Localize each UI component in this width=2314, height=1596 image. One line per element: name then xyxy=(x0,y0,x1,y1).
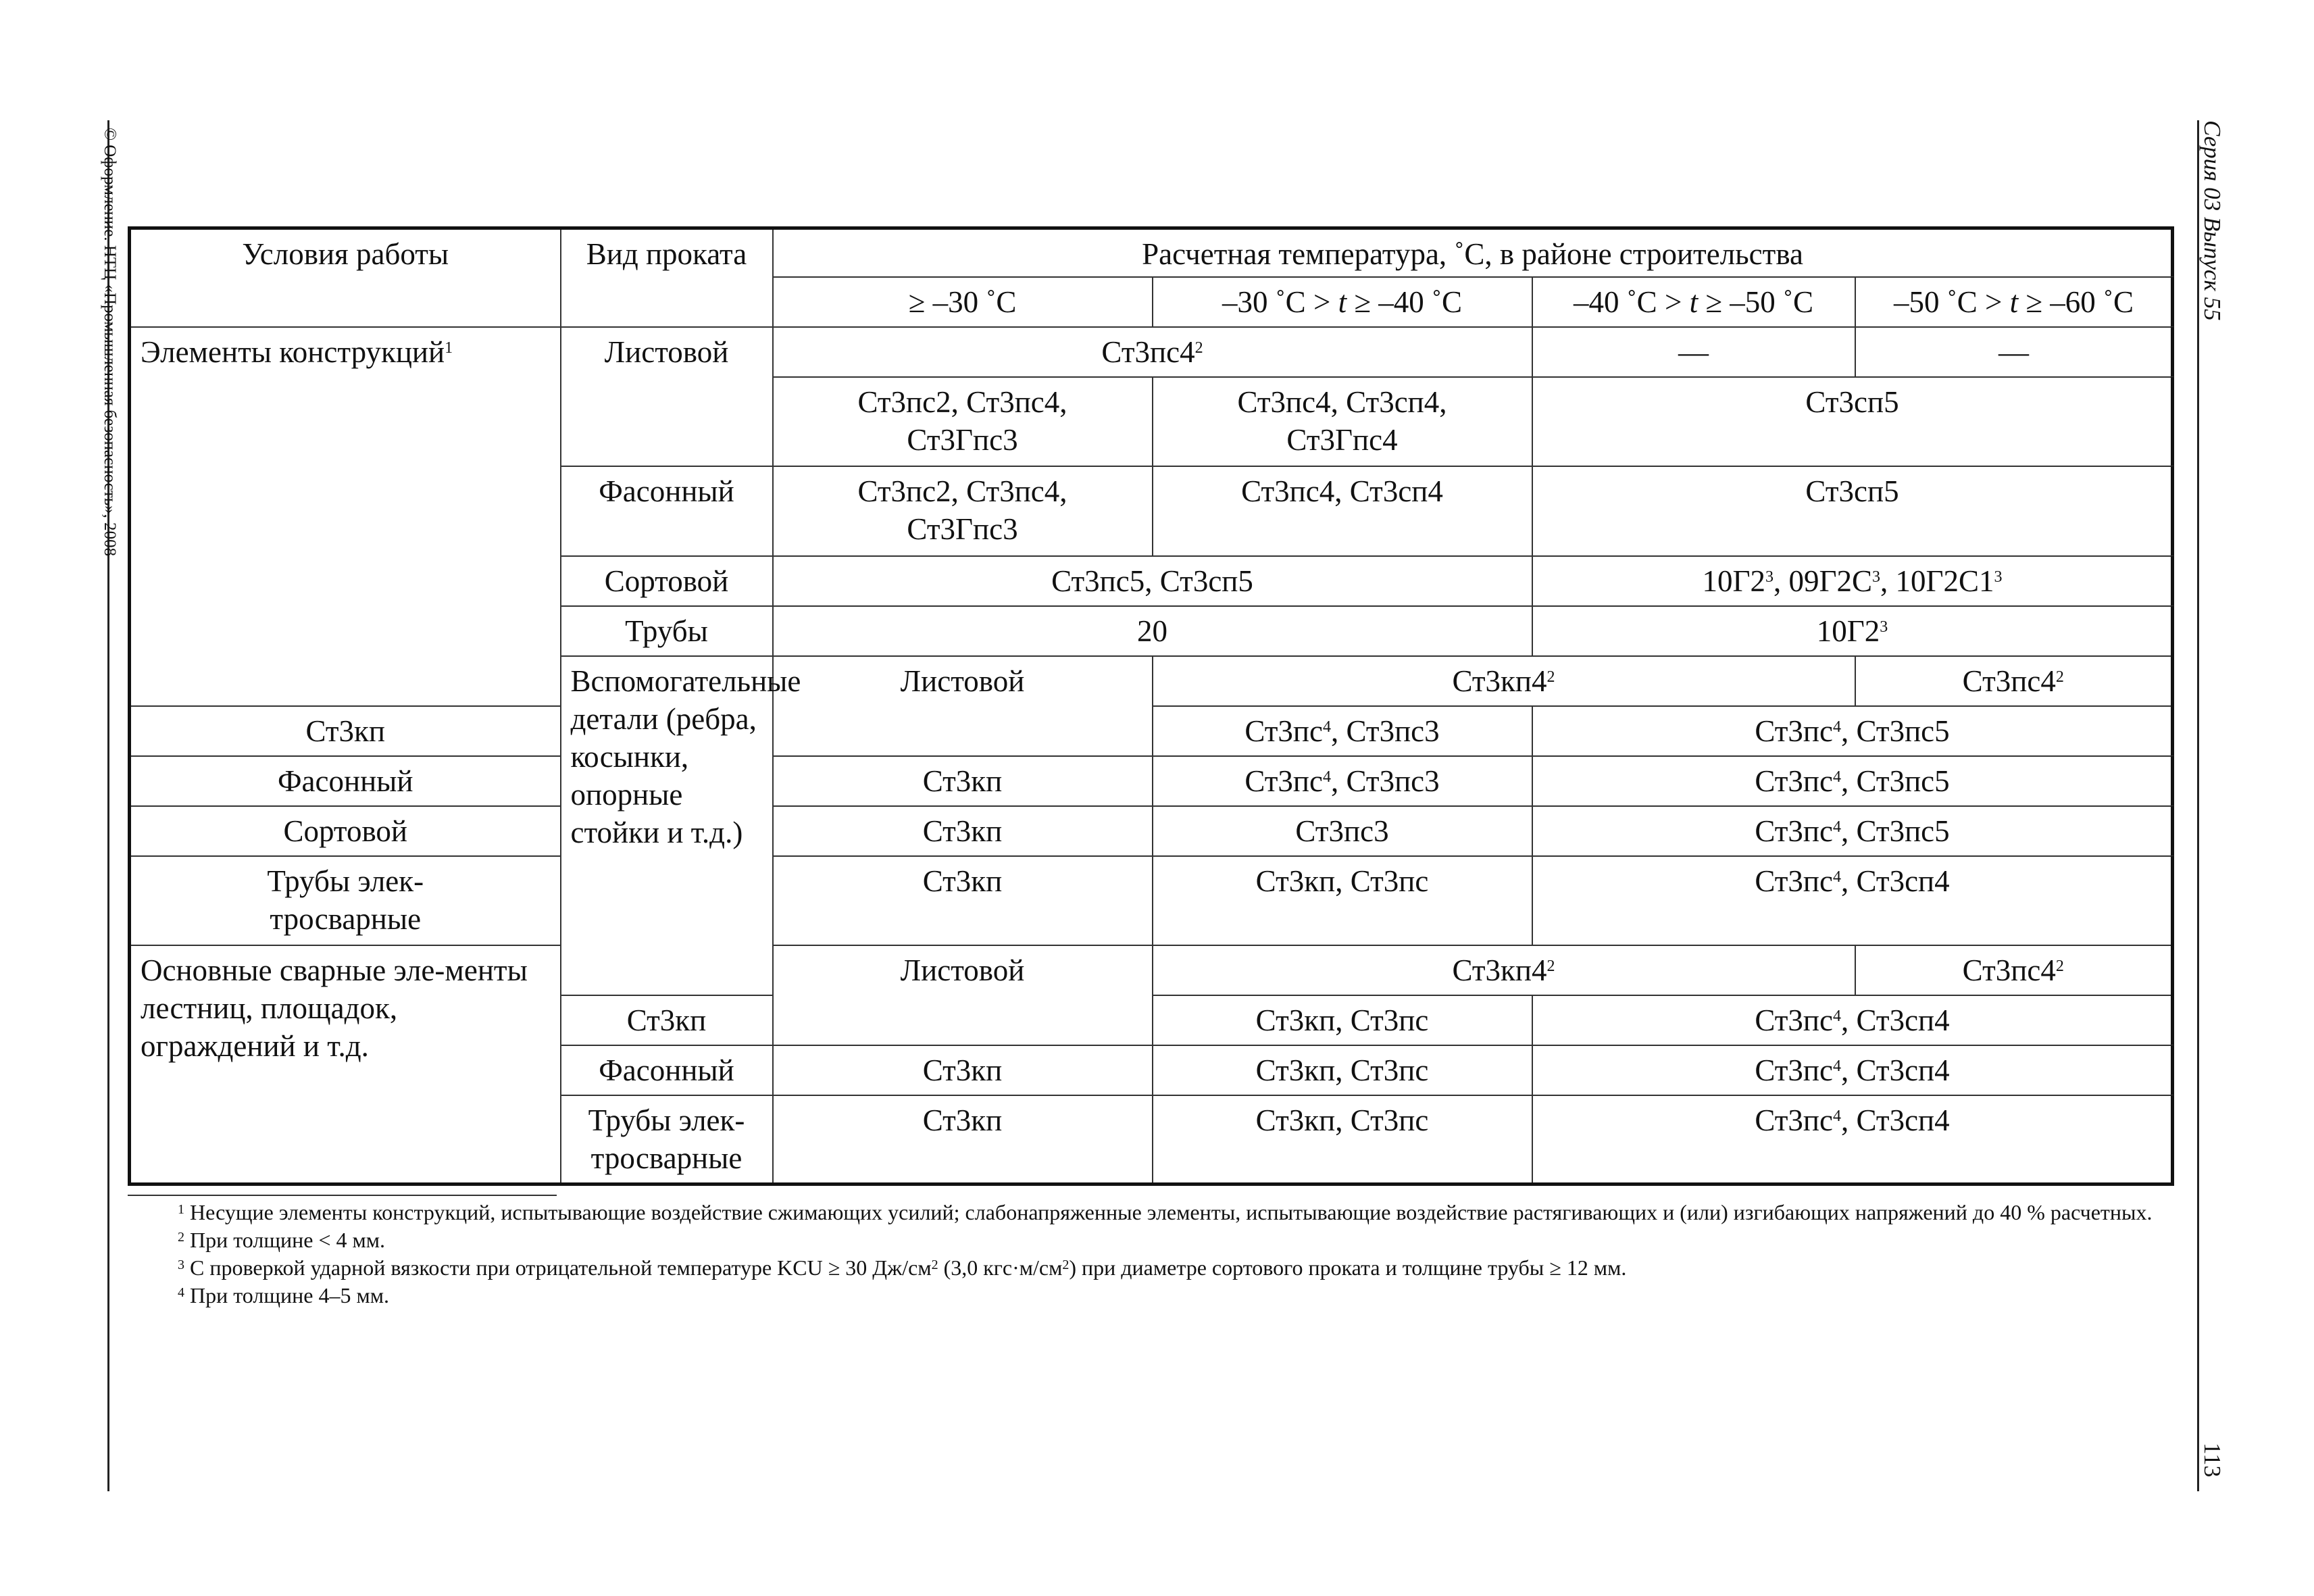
grade-cell: $Ст3пс^4$, Ст3пс3 xyxy=(1153,756,1532,806)
grade-cell: $Ст3пс4^2$ xyxy=(773,327,1532,377)
grade-cell: $Ст3пс4^2$ xyxy=(1855,656,2173,706)
header-temp-1: ≥ –30 ˚С xyxy=(773,277,1153,327)
rolled-type-cell: Фасонный xyxy=(130,756,561,806)
grade-cell: Ст3кп xyxy=(130,706,561,756)
grade-cell: Ст3пс5, Ст3сп5 xyxy=(773,556,1532,606)
grade-cell: $10Г2^3$ xyxy=(1532,606,2173,656)
grade-cell: Ст3пс4, Ст3сп4 xyxy=(1153,466,1532,556)
grade-cell: Ст3сп5 xyxy=(1532,377,2173,466)
grade-cell: — xyxy=(1855,327,2173,377)
grade-cell: Ст3кп xyxy=(773,756,1153,806)
grade-cell: Ст3кп xyxy=(561,995,773,1045)
condition-cell: Вспомогательные детали (ребра, косынки, опорные стойки и т.д.) xyxy=(561,656,773,995)
footnote-separator xyxy=(128,1195,557,1196)
grade-cell: Ст3пс3 xyxy=(1153,806,1532,856)
grade-cell: 20 xyxy=(773,606,1532,656)
table-row xyxy=(130,806,2173,856)
grade-cell: Ст3пс4, Ст3сп4, Ст3Гпс4 xyxy=(1153,377,1532,466)
grade-cell: $Ст3пс4^2$ xyxy=(1855,945,2173,995)
rolled-type-cell: Фасонный xyxy=(561,466,773,556)
header-rolled-type: Вид проката xyxy=(561,228,773,327)
grade-cell: Ст3кп xyxy=(773,806,1153,856)
grade-cell: $Ст3пс^4$, Ст3пс3 xyxy=(1153,706,1532,756)
header-conditions: Условия работы xyxy=(130,228,561,327)
grade-cell: $Ст3кп4^2$ xyxy=(1153,945,1855,995)
rolled-type-cell: Листовой xyxy=(773,656,1153,756)
grade-cell: $Ст3пс^4$, Ст3сп4 xyxy=(1532,1095,2173,1184)
series-label: Серия 03 Выпуск 55 xyxy=(2199,120,2225,321)
footnote-4: $^4$ При толщине 4–5 мм. xyxy=(178,1283,389,1307)
grade-cell: Ст3пс2, Ст3пс4, Ст3Гпс3 xyxy=(773,466,1153,556)
footnotes xyxy=(128,1199,2171,1310)
footnote-1: $^1$ Несущие элементы конструкций, испытывающие воздействие сжимающих усилий; слабонапряженные элементы, испытывающие воздействие растягивающих и (или) изгибающих напряжений до 40 % расчетных. xyxy=(178,1200,2153,1224)
grade-cell: Ст3пс2, Ст3пс4, Ст3Гпс3 xyxy=(773,377,1153,466)
rolled-type-cell: Трубы элек- тросварные xyxy=(561,1095,773,1184)
header-temperature: Расчетная температура, ˚С, в районе строительства xyxy=(773,228,2173,277)
grade-cell: $Ст3пс^4$, Ст3пс5 xyxy=(1532,756,2173,806)
steel-grade-table xyxy=(128,226,2174,1186)
grade-cell: Ст3кп xyxy=(773,1045,1153,1095)
grade-cell: Ст3кп, Ст3пс xyxy=(1153,995,1532,1045)
grade-cell: Ст3кп xyxy=(773,856,1153,945)
table-row xyxy=(130,945,2173,995)
rolled-type-cell: Листовой xyxy=(561,327,773,466)
footnote-3: $^3$ С проверкой ударной вязкости при отрицательной температуре KCU ≥ 30 $Дж/см^2$ (3,0 $кгс\cdot м/см^2$) при диаметре сортового проката и толщине трубы ≥ 12 мм. xyxy=(178,1255,1627,1280)
footnote-2: $^2$ При толщине < 4 мм. xyxy=(178,1228,385,1252)
right-margin-rule xyxy=(2197,120,2199,1491)
grade-cell: — xyxy=(1532,327,1855,377)
rolled-type-cell: Сортовой xyxy=(130,806,561,856)
grade-cell: $10Г2^3$, $09Г2С^3$, $10Г2С1^3$ xyxy=(1532,556,2173,606)
rolled-type-cell: Листовой xyxy=(773,945,1153,1045)
condition-cell: Основные сварные эле-менты лестниц, площадок, ограждений и т.д. xyxy=(130,945,561,1184)
header-temp-2: –30 ˚С > t ≥ –40 ˚С xyxy=(1153,277,1532,327)
grade-cell: $Ст3пс^4$, Ст3сп4 xyxy=(1532,856,2173,945)
rolled-type-cell: Фасонный xyxy=(561,1045,773,1095)
table-row xyxy=(130,327,2173,377)
header-temp-4: –50 ˚С > t ≥ –60 ˚С xyxy=(1855,277,2173,327)
grade-cell: $Ст3пс^4$, Ст3пс5 xyxy=(1532,806,2173,856)
header-temp-3: –40 ˚С > t ≥ –50 ˚С xyxy=(1532,277,1855,327)
grade-cell: Ст3кп, Ст3пс xyxy=(1153,856,1532,945)
grade-cell: Ст3кп xyxy=(773,1095,1153,1184)
condition-cell: Элементы конструкций$^1$ xyxy=(130,327,561,706)
page-number: 113 xyxy=(2199,1443,2225,1478)
grade-cell: $Ст3пс^4$, Ст3сп4 xyxy=(1532,1045,2173,1095)
table-row xyxy=(130,856,2173,945)
rolled-type-cell: Сортовой xyxy=(561,556,773,606)
grade-cell: Ст3сп5 xyxy=(1532,466,2173,556)
copyright-note: © Оформление. НТЦ «Промышленная безопасность», 2008 xyxy=(101,128,119,557)
rolled-type-cell: Трубы xyxy=(561,606,773,656)
grade-cell: Ст3кп, Ст3пс xyxy=(1153,1095,1532,1184)
table-row xyxy=(130,756,2173,806)
header-row xyxy=(130,228,2173,277)
rolled-type-cell: Трубы элек- тросварные xyxy=(130,856,561,945)
grade-cell: Ст3кп, Ст3пс xyxy=(1153,1045,1532,1095)
grade-cell: $Ст3пс^4$, Ст3сп4 xyxy=(1532,995,2173,1045)
grade-cell: $Ст3пс^4$, Ст3пс5 xyxy=(1532,706,2173,756)
grade-cell: $Ст3кп4^2$ xyxy=(1153,656,1855,706)
